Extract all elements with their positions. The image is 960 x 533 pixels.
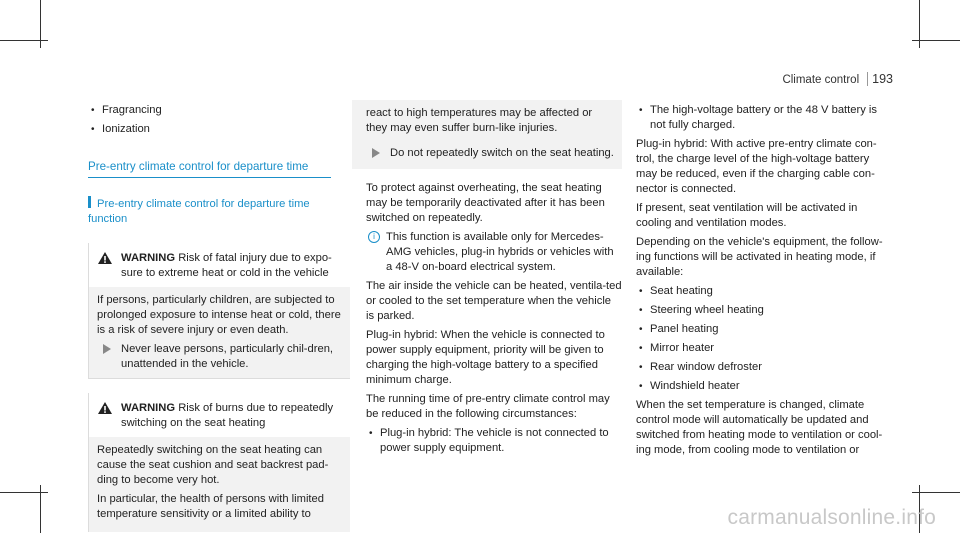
- warning-text: If persons, particularly children, are subjected to prolonged exposure to intense heat or cold, there is a risk of severe injury or even death.: [97, 294, 341, 336]
- paragraph: Plug-in hybrid: With active pre-entry climate con-trol, the charge level of the high-voltage battery may be reduced, even if the charging cable con-nector is connected.: [636, 138, 877, 195]
- action-step: Do not repeatedly switch on the seat heating.: [366, 146, 614, 161]
- paragraph: The air inside the vehicle can be heated, ventila-ted or cooled to the set temperature when the vehicle is parked.: [366, 280, 622, 322]
- warning-text: In particular, the health of persons with limited temperature sensitivity or a limited ability to: [97, 493, 324, 520]
- info-note: i This function is available only for Mercedes-AMG vehicles, plug-in hybrids or vehicles with a 48-V on-board electrical system.: [366, 230, 622, 275]
- warning-icon: [97, 401, 113, 415]
- warning-label: WARNING: [121, 402, 176, 414]
- warning-text: Repeatedly switching on the seat heating can cause the seat cushion and seat backrest pad-ding to become very hot.: [97, 444, 329, 486]
- info-icon: i: [368, 231, 380, 243]
- header-section: Climate control: [782, 74, 860, 86]
- warning-body: [89, 287, 350, 378]
- column-2: [352, 100, 622, 460]
- warning-headline: Risk of burns due to repeatedly switching on the seat heating: [121, 402, 334, 429]
- paragraph: Plug-in hybrid: When the vehicle is connected to power supply equipment, priority will be given to charging the high-voltage battery to a specified minimum charge.: [366, 329, 605, 386]
- crop-mark: [912, 40, 960, 41]
- paragraph: To protect against overheating, the seat heating may be temporarily deactivated after it has been switched on repeatedly.: [366, 182, 605, 224]
- action-step: Never leave persons, particularly chil-dren, unattended in the vehicle.: [97, 342, 342, 372]
- warning-header: [89, 243, 350, 287]
- subsection-title: Pre-entry climate control for departure time function: [88, 198, 310, 225]
- list-item: • Fragrancing: [88, 103, 350, 118]
- section-title: Pre-entry climate control for departure time: [88, 159, 331, 178]
- list-item: • Mirror heater: [636, 341, 886, 356]
- warning-box-burns: [88, 393, 350, 532]
- warning-icon: [97, 251, 113, 265]
- list-item: • The high-voltage battery or the 48 V battery is not fully charged.: [636, 103, 886, 133]
- list-item: • Seat heating: [636, 284, 886, 299]
- list-item: • Steering wheel heating: [636, 303, 886, 318]
- warning-label: WARNING: [121, 252, 176, 264]
- paragraph: Depending on the vehicle's equipment, the follow-ing functions will be activated in heating mode, if available:: [636, 236, 883, 278]
- warning-headline: Risk of fatal injury due to expo-sure to extreme heat or cold in the vehicle: [121, 252, 332, 279]
- list-item: • Plug-in hybrid: The vehicle is not connected to power supply equipment.: [366, 426, 622, 456]
- warning-header: [89, 393, 350, 437]
- running-header: [782, 72, 893, 88]
- step-arrow-icon: [372, 148, 380, 158]
- warning-body: [89, 437, 350, 532]
- page-number: 193: [867, 72, 893, 86]
- crop-mark: [0, 492, 48, 493]
- warning-continuation: [352, 100, 622, 169]
- step-arrow-icon: [103, 344, 111, 354]
- column-1: [88, 103, 350, 532]
- subsection-marker: [88, 196, 91, 208]
- paragraph: The running time of pre-entry climate control may be reduced in the following circumstances:: [366, 393, 610, 420]
- paragraph: If present, seat ventilation will be activated in cooling and ventilation modes.: [636, 202, 858, 229]
- warning-text: react to high temperatures may be affected or they may even suffer burn-like injuries.: [366, 107, 593, 134]
- list-item: • Ionization: [88, 122, 350, 137]
- paragraph: When the set temperature is changed, climate control mode will automatically be updated and switched from heating mode to ventilation or cool-ing mode, from cooling mode to ventilation or: [636, 399, 883, 456]
- list-item: • Windshield heater: [636, 379, 886, 394]
- list-item: • Panel heating: [636, 322, 886, 337]
- watermark: carmanualsonline.info: [727, 506, 936, 529]
- column-3: [636, 103, 886, 462]
- crop-mark: [912, 492, 960, 493]
- crop-mark: [0, 40, 48, 41]
- warning-box-fatal-injury: [88, 243, 350, 379]
- list-item: • Rear window defroster: [636, 360, 886, 375]
